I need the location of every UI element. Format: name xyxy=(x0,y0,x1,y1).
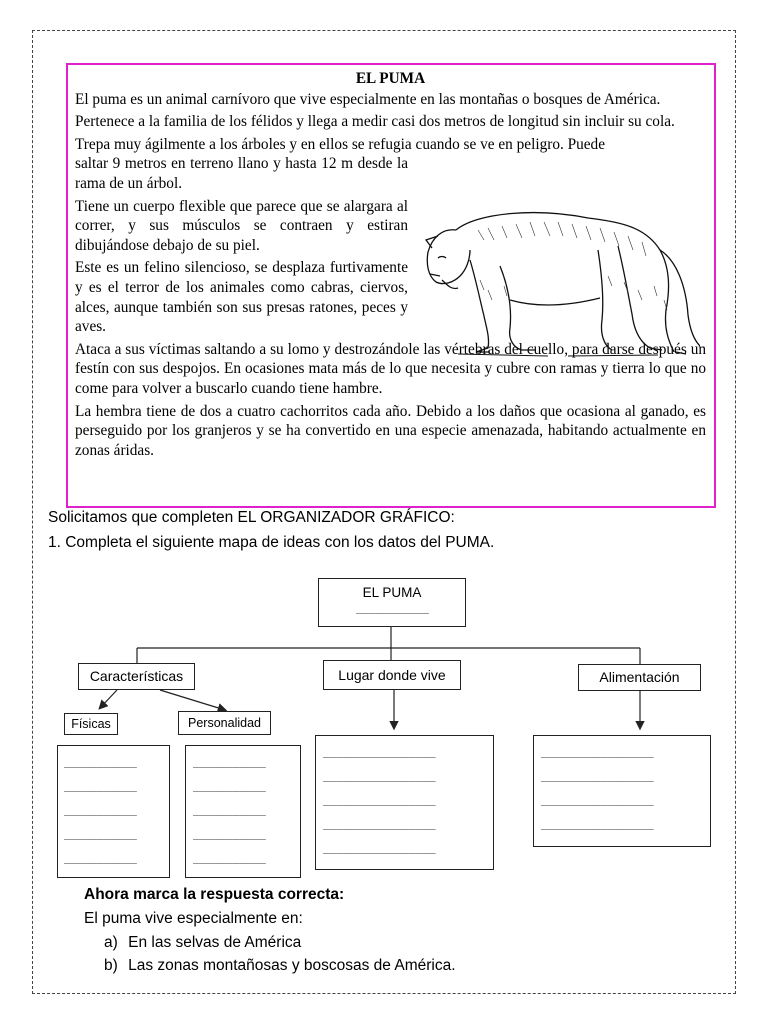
sub-fisicas: Físicas xyxy=(64,713,118,735)
blank-line[interactable]: _________________ xyxy=(323,769,436,782)
answer-box-lugar[interactable] xyxy=(315,735,494,870)
blank-line[interactable]: _________________ xyxy=(323,793,436,806)
question-prompt: El puma vive especialmente en: xyxy=(84,910,303,927)
option-b-letter: b) xyxy=(104,957,118,974)
passage-title: EL PUMA xyxy=(355,70,426,87)
branch-alimentacion: Alimentación xyxy=(578,664,701,691)
blank-line[interactable]: _________________ xyxy=(323,841,436,854)
blank-line[interactable]: ___________ xyxy=(64,779,137,792)
option-b[interactable] xyxy=(104,957,456,975)
paragraph-3-line1: Trepa muy ágilmente a los árboles y en ellos se refugia cuando se ve en peligro. Puede xyxy=(75,135,605,153)
paragraph-7: La hembra tiene de dos a cuatro cachorritos cada año. Debido a los daños que ocasiona al ganado, es perseguido por los granjeros y se ha convertido en una especie amenazada, habitando actualmente en zonas áridas. xyxy=(75,402,706,459)
paragraph-6: Ataca a sus víctimas saltando a su lomo y destrozándole las vértebras del cuello, para darse después un festín con sus despojos. En ocasiones mata más de lo que necesita y cubre con ramas y tierra lo que no come para volver a buscarlo cuando tiene hambre. xyxy=(75,340,706,397)
blank-line[interactable]: ___________ xyxy=(193,755,266,768)
paragraph-2: Pertenece a la familia de los félidos y llega a medir casi dos metros de longitud sin incluir su cola. xyxy=(75,113,675,131)
blank-line[interactable]: _________________ xyxy=(323,745,436,758)
map-root-blank: ___________ xyxy=(356,601,429,614)
blank-line[interactable]: ___________ xyxy=(64,803,137,816)
option-b-text: Las zonas montañosas y boscosas de América. xyxy=(128,957,456,974)
question-heading: Ahora marca la respuesta correcta: xyxy=(84,886,345,903)
blank-line[interactable]: _________________ xyxy=(541,793,654,806)
paragraph-4: Tiene un cuerpo flexible que parece que se alargara al correr, y sus músculos se contraen y estiran dibujándose debajo de su piel. xyxy=(75,197,408,254)
branch-caracteristicas: Características xyxy=(78,663,195,690)
option-a-letter: a) xyxy=(104,934,118,951)
paragraph-1: El puma es un animal carnívoro que vive especialmente en las montañas o bosques de América. xyxy=(75,90,661,108)
map-root-box xyxy=(318,578,466,627)
blank-line[interactable]: ___________ xyxy=(193,779,266,792)
blank-line[interactable]: _________________ xyxy=(323,817,436,830)
blank-line[interactable]: ___________ xyxy=(193,851,266,864)
answer-box-personalidad[interactable] xyxy=(185,745,301,878)
paragraph-3-rest: saltar 9 metros en terreno llano y hasta 12 m desde la rama de un árbol. xyxy=(75,155,408,192)
blank-line[interactable]: ___________ xyxy=(64,755,137,768)
paragraph-5: Este es un felino silencioso, se desplaza furtivamente y es el terror de los animales como cabras, ciervos, alces, aunque también son sus presas ratones, peces y aves. xyxy=(75,259,408,336)
instruction-line-1: Solicitamos que completen EL ORGANIZADOR GRÁFICO: xyxy=(48,509,455,526)
blank-line[interactable]: ___________ xyxy=(193,827,266,840)
branch-lugar-donde-vive: Lugar donde vive xyxy=(323,660,461,690)
blank-line[interactable]: _________________ xyxy=(541,817,654,830)
blank-line[interactable]: _________________ xyxy=(541,769,654,782)
blank-line[interactable]: _________________ xyxy=(541,745,654,758)
option-a[interactable] xyxy=(104,934,301,952)
answer-box-alimentacion[interactable] xyxy=(533,735,711,847)
instruction-line-2: 1. Completa el siguiente mapa de ideas con los datos del PUMA. xyxy=(48,534,495,551)
blank-line[interactable]: ___________ xyxy=(193,803,266,816)
blank-line[interactable]: ___________ xyxy=(64,851,137,864)
answer-box-fisicas[interactable] xyxy=(57,745,170,878)
blank-line[interactable]: ___________ xyxy=(64,827,137,840)
option-a-text: En las selvas de América xyxy=(128,934,302,951)
map-root-label: EL PUMA xyxy=(362,585,422,600)
sub-personalidad: Personalidad xyxy=(178,711,271,735)
